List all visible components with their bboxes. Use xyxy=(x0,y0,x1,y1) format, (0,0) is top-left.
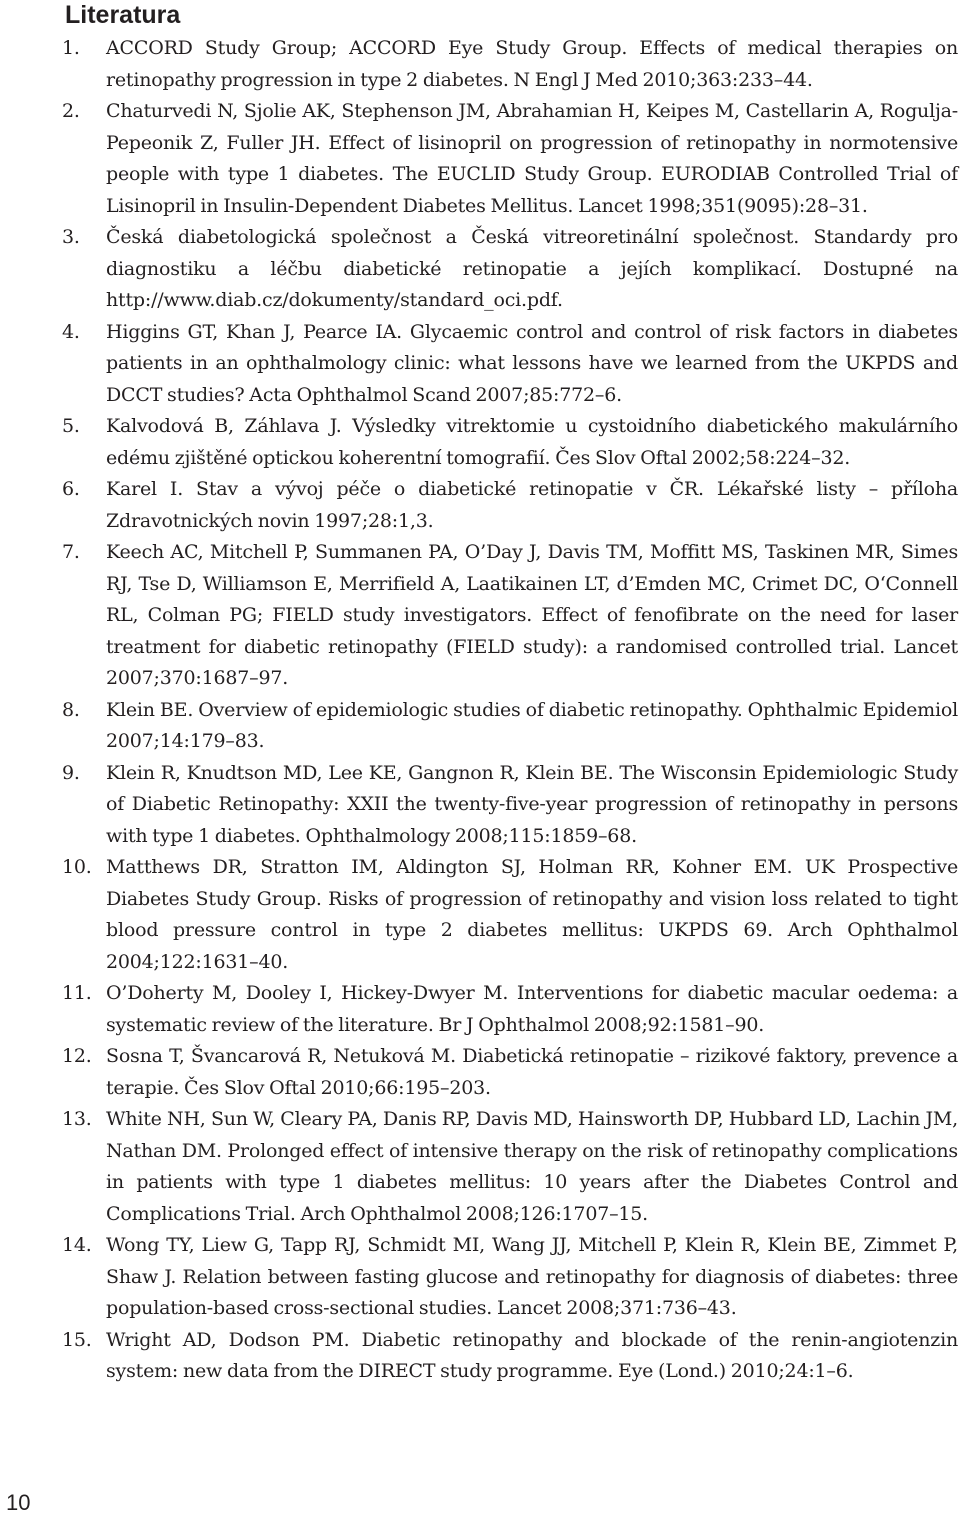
reference-item xyxy=(62,317,958,412)
reference-item xyxy=(62,474,958,537)
reference-text: White NH, Sun W, Cleary PA, Danis RP, Davis MD, Hainsworth DP, Hubbard LD, Lachin JM, Nathan DM. Prolonged effect of intensive therapy on the risk of retinopathy complications in patients with type 1 diabetes mellitus: 10 years after the Diabetes Control and Complications Trial. Arch Ophthalmol 2008;126:1707–15. xyxy=(106,1108,958,1225)
reference-number: 9. xyxy=(62,761,80,784)
reference-number: 2. xyxy=(62,100,80,122)
reference-text: Wright AD, Dodson PM. Diabetic retinopathy and blockade of the renin-angiotenzin system: new data from the DIRECT study programme. Eye (Lond.) 2010;24:1–6. xyxy=(106,1328,958,1382)
reference-number: 8. xyxy=(62,698,80,721)
reference-item xyxy=(62,1325,958,1388)
reference-text: O’Doherty M, Dooley I, Hickey-Dwyer M. Interventions for diabetic macular oedema: a systematic review of the literature. Br J Ophthalmol 2008;92:1581–90. xyxy=(106,982,958,1036)
reference-number: 13. xyxy=(62,1108,92,1130)
reference-item xyxy=(62,1041,958,1104)
reference-text: ACCORD Study Group; ACCORD Eye Study Group. Effects of medical therapies on retinopathy progression in type 2 diabetes. N Engl J Med 2010;363:233–44. xyxy=(106,37,958,91)
reference-text: Sosna T, Švancarová R, Netuková M. Diabetická retinopatie – rizikové faktory, prevence a terapie. Čes Slov Oftal 2010;66:195–203. xyxy=(106,1045,958,1099)
reference-number: 10. xyxy=(62,856,92,878)
reference-text: Česká diabetologická společnost a Česká vitreoretinální společnost. Standardy pro diagnostiku a léčbu diabetické retinopatie a jejích komplikací. Dostupné na http://www.diab.cz/dokumenty/standard_oci.pdf. xyxy=(106,226,958,311)
reference-item xyxy=(62,537,958,695)
reference-number: 7. xyxy=(62,541,80,563)
reference-number: 1. xyxy=(62,37,80,59)
reference-item xyxy=(62,33,958,96)
reference-number: 11. xyxy=(62,982,92,1004)
reference-text: Wong TY, Liew G, Tapp RJ, Schmidt MI, Wang JJ, Mitchell P, Klein R, Klein BE, Zimmet P, Shaw J. Relation between fasting glucose and retinopathy for diagnosis of diabetes: three population-based cross-sectional studies. Lancet 2008;371:736–43. xyxy=(106,1234,958,1319)
reference-number: 5. xyxy=(62,415,80,437)
reference-text: Higgins GT, Khan J, Pearce IA. Glycaemic control and control of risk factors in diabetes patients in an ophthalmology clinic: what lessons have we learned from the UKPDS and DCCT studies? Acta Ophthalmol Scand 2007;85:772–6. xyxy=(106,320,958,406)
reference-item xyxy=(62,852,958,978)
reference-text: Matthews DR, Stratton IM, Aldington SJ, Holman RR, Kohner EM. UK Prospective Diabetes Study Group. Risks of progression of retinopathy and vision loss related to tight blood pressure control in type 2 diabetes mellitus: UKPDS 69. Arch Ophthalmol 2004;122:1631–40. xyxy=(106,856,958,973)
reference-item xyxy=(62,695,958,758)
reference-text: Klein R, Knudtson MD, Lee KE, Gangnon R, Klein BE. The Wisconsin Epidemiologic Study of Diabetic Retinopathy: XXII the twenty-five-year progression of retinopathy in persons with type 1 diabetes. Ophthalmology 2008;115:1859–68. xyxy=(106,761,958,847)
reference-item xyxy=(62,978,958,1041)
reference-number: 3. xyxy=(62,226,80,248)
reference-text: Chaturvedi N, Sjolie AK, Stephenson JM, Abrahamian H, Keipes M, Castellarin A, Rogulja-Pepeonik Z, Fuller JH. Effect of lisinopril on progression of retinopathy in normotensive people with type 1 diabetes. The EUCLID Study Group. EURODIAB Controlled Trial of Lisinopril in Insulin-Dependent Diabetes Mellitus. Lancet 1998;351(9095):28–31. xyxy=(106,100,958,217)
reference-text: Karel I. Stav a vývoj péče o diabetické retinopatie v ČR. Lékařské listy – příloha Zdravotnických novin 1997;28:1,3. xyxy=(106,478,958,532)
reference-text: Klein BE. Overview of epidemiologic studies of diabetic retinopathy. Ophthalmic Epidemiol 2007;14:179–83. xyxy=(106,698,958,752)
reference-number: 15. xyxy=(62,1328,92,1351)
reference-number: 14. xyxy=(62,1234,92,1256)
reference-item xyxy=(62,411,958,474)
reference-item xyxy=(62,1104,958,1230)
reference-number: 4. xyxy=(62,320,80,343)
reference-text: Keech AC, Mitchell P, Summanen PA, O’Day J, Davis TM, Moffitt MS, Taskinen MR, Simes RJ, Tse D, Williamson E, Merrifield A, Laatikainen LT, d’Emden MC, Crimet DC, O‘Connell RL, Colman PG; FIELD study investigators. Effect of fenofibrate on the need for laser treatment for diabetic retinopathy (FIELD study): a randomised controlled trial. Lancet 2007;370:1687–97. xyxy=(106,541,958,689)
reference-item xyxy=(62,96,958,222)
reference-item xyxy=(62,758,958,853)
page-number: 10 xyxy=(6,1490,31,1515)
reference-item xyxy=(62,1230,958,1325)
section-heading: Literatura xyxy=(65,1,181,29)
reference-number: 12. xyxy=(62,1045,92,1067)
reference-list xyxy=(62,33,958,1388)
reference-item xyxy=(62,222,958,317)
reference-number: 6. xyxy=(62,478,80,500)
reference-text: Kalvodová B, Záhlava J. Výsledky vitrektomie u cystoidního diabetického makulárního edému zjištěné optickou koherentní tomografií. Čes Slov Oftal 2002;58:224–32. xyxy=(106,415,958,469)
